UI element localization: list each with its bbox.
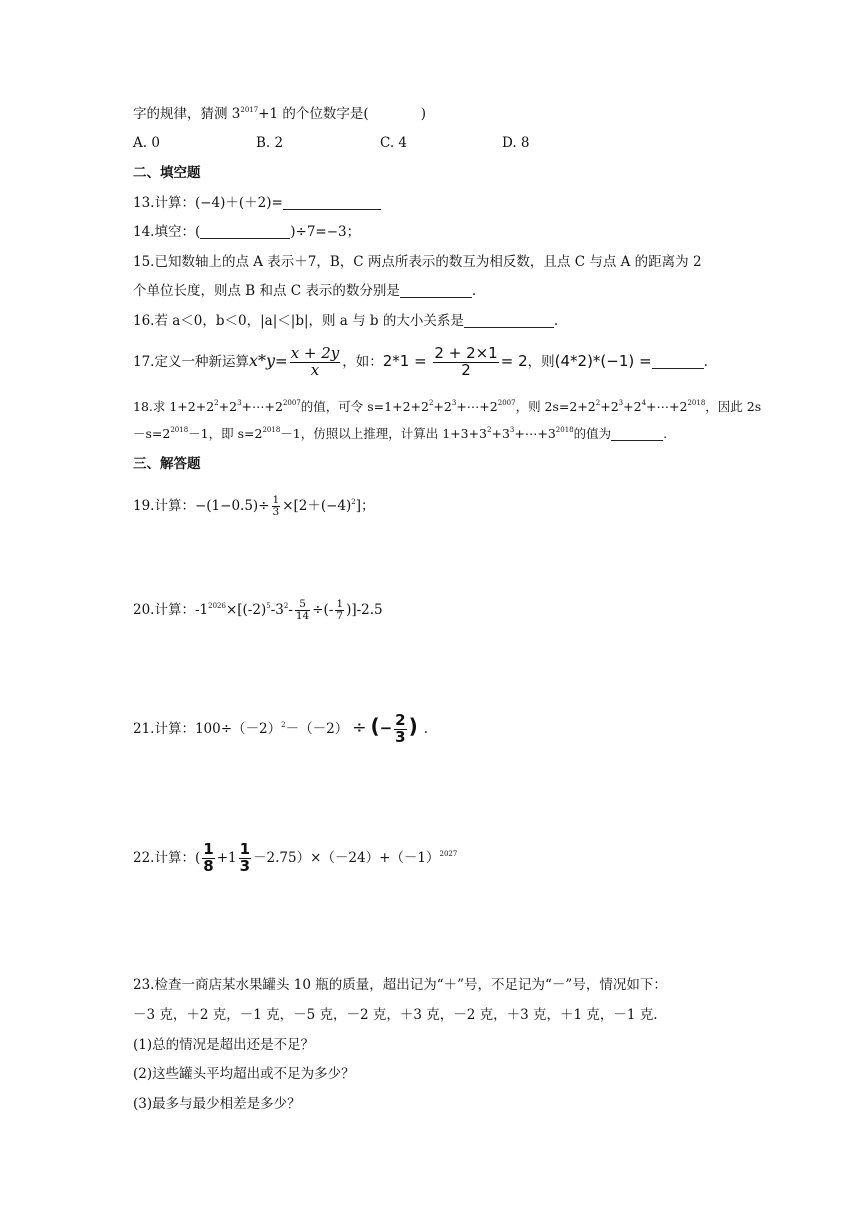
fraction: $\frac{2}{3}$ (395, 711, 406, 746)
question-19: 19.计算：−(1−0.5)÷ $\frac{1}{3}$ $\times[2+(-4)^2]$； (133, 493, 375, 518)
option-b: B. 2 (256, 135, 284, 151)
fraction: $\frac{1}{8}$ (203, 840, 214, 875)
answer-blank (283, 195, 381, 210)
question-21: 21.计算：$100\div(-2)^2-(-2)$ ÷ (− $\frac{2}{3}$ ) . (133, 711, 429, 746)
q12-stem-tail: 字的规律，猜测 $3^{2017}+1$ 的个位数字是( ) (133, 106, 426, 122)
question-15-line2: 个单位长度，则点 B 和点 C 表示的数分别是 . (133, 283, 477, 299)
question-22: 22.计算：( $\frac{1}{8}$ +1 $\frac{1}{3}$ $-2.75)\times(-24)+(-1)^{2027}$ (133, 840, 458, 875)
question-23-line2: －3 克，＋2 克，－1 克，－5 克，－2 克，＋3 克，－2 克，＋3 克，＋1 克，－1 克. (133, 1007, 658, 1023)
option-a: A. 0 (133, 135, 160, 151)
question-18-line1: 18.求 $1+2+2^2+2^3+\cdots+2^{2007}$的值，可令 $s=1+2+2^2+2^3+\cdots+2^{2007}$，则 $2s=2+2^2+2^3+2^4+\cdots+2^{2018}$，因此 2s (133, 399, 762, 414)
fraction: $\frac{5}{14}$ (295, 597, 310, 622)
section-solve-heading: 三、解答题 (133, 456, 201, 472)
question-15-line1: 15.已知数轴上的点 A 表示＋7，B，C 两点所表示的数互为相反数，且点 C 与点 A 的距离为 2 (133, 254, 702, 270)
option-d: D. 8 (502, 135, 530, 151)
question-16: 16.若 a＜0，b＜0，|a|＜|b|，则 a 与 b 的大小关系是 . (133, 313, 559, 329)
answer-blank (400, 283, 472, 298)
answer-blank (464, 313, 554, 328)
question-13: 13.计算：(−4)＋(＋2)= (133, 194, 381, 212)
question-18-line2: $-s=2^{2018}-1$，即 $s=2^{2018}-1$，仿照以上推理，计算出 $1+3+3^2+3^3+\cdots+3^{2018}$的值为 . (133, 426, 668, 441)
section-fill-in-heading: 二、填空题 (133, 165, 201, 181)
question-23-line1: 23.检查一商店某水果罐头 10 瓶的质量，超出记为“＋”号，不足记为“－”号，情况如下： (133, 977, 667, 993)
question-17: 17.定义一种新运算x*y= $\frac{x + 2y}{x}$ ，如：2*1 = $\frac{2 + 2\times 1}{2}$ = 2，则(4*2)*(−1) = . (133, 344, 708, 379)
question-20: 20.计算：$-1^{2026}\times[(-2)^5-3^2-$ $\frac{5}{14}$ ÷(- $\frac{1}{7}$ )]-2.5 (133, 597, 383, 622)
question-23-sub2: (2)这些罐头平均超出或不足为多少？ (133, 1066, 355, 1082)
fraction: $\frac{2 + 2\times 1}{2}$ (434, 344, 498, 379)
fraction: $\frac{1}{7}$ (336, 597, 344, 622)
question-14: 14.填空：( )÷7=−3； (133, 224, 361, 240)
answer-blank (652, 354, 704, 369)
option-c: C. 4 (380, 135, 408, 151)
fraction: $\frac{1}{3}$ (239, 840, 251, 875)
question-23-sub1: (1)总的情况是超出还是不足？ (133, 1037, 315, 1053)
question-23-sub3: (3)最多与最少相差是多少？ (133, 1096, 301, 1112)
q12-options (133, 134, 530, 152)
answer-blank (200, 224, 290, 239)
fraction: $\frac{1}{3}$ (272, 493, 280, 518)
fraction: $\frac{x + 2y}{x}$ (290, 344, 340, 379)
answer-blank (611, 426, 663, 441)
